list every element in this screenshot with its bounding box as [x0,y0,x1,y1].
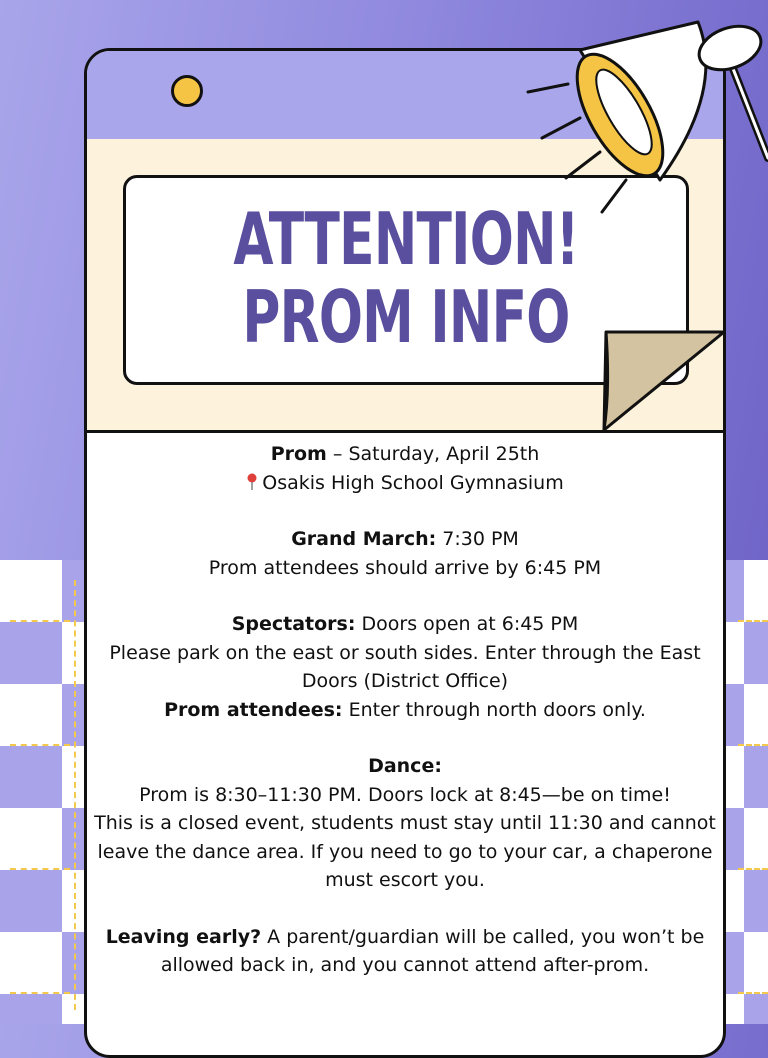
dash-decoration [74,580,76,1010]
dash-decoration [10,992,70,994]
spectators-doors: Doors open at 6:45 PM [355,613,579,635]
dash-decoration [738,620,768,622]
prom-date-line [84,440,726,469]
prom-date: – Saturday, April 25th [326,443,540,465]
attendees-label: Prom attendees: [164,698,343,721]
leaving-early-label: Leaving early? [105,925,262,948]
map-pin-icon [246,473,258,491]
dash-decoration [10,620,70,622]
page-title-line-2: PROM INFO [242,275,570,359]
dance-rules: This is a closed event, students must stay until 11:30 and cannot leave the dance area. If you need to go to your car, a chaperone must escort you. [94,812,716,891]
desk-lamp-icon [520,20,768,220]
prom-label: Prom [270,443,327,465]
dance-heading [84,752,726,781]
spectators-parking: Please park on the east or south sides. Enter through the East Doors (District Office) [109,641,701,692]
dash-decoration [738,868,768,870]
dance-label: Dance: [368,755,442,777]
attendees-entry: Enter through north doors only. [342,698,646,721]
dash-decoration [738,992,768,994]
dash-decoration [10,744,70,746]
dance-time: Prom is 8:30–11:30 PM. Doors lock at 8:45—be on time! [139,783,671,806]
page-curl-icon [600,330,730,435]
dash-decoration [738,744,768,746]
spectators-label: Spectators: [231,613,356,635]
page-title-line-1: ATTENTION! [233,197,579,281]
prom-location-line [84,469,726,498]
grand-march-label: Grand March: [291,528,437,550]
spectators-line [84,610,726,639]
dash-decoration [10,868,70,870]
prom-info-text [84,440,726,980]
grand-march-arrival: Prom attendees should arrive by 6:45 PM [208,556,602,579]
window-dot-icon [171,75,203,107]
attendees-line [84,696,726,725]
leaving-early-text: A parent/guardian will be called, you won’t be allowed back in, and you cannot attend after-prom. [160,925,705,976]
grand-march-line [84,525,726,554]
leaving-early-line [84,923,726,980]
grand-march-time: 7:30 PM [436,528,519,550]
prom-location: Osakis High School Gymnasium [262,471,564,494]
